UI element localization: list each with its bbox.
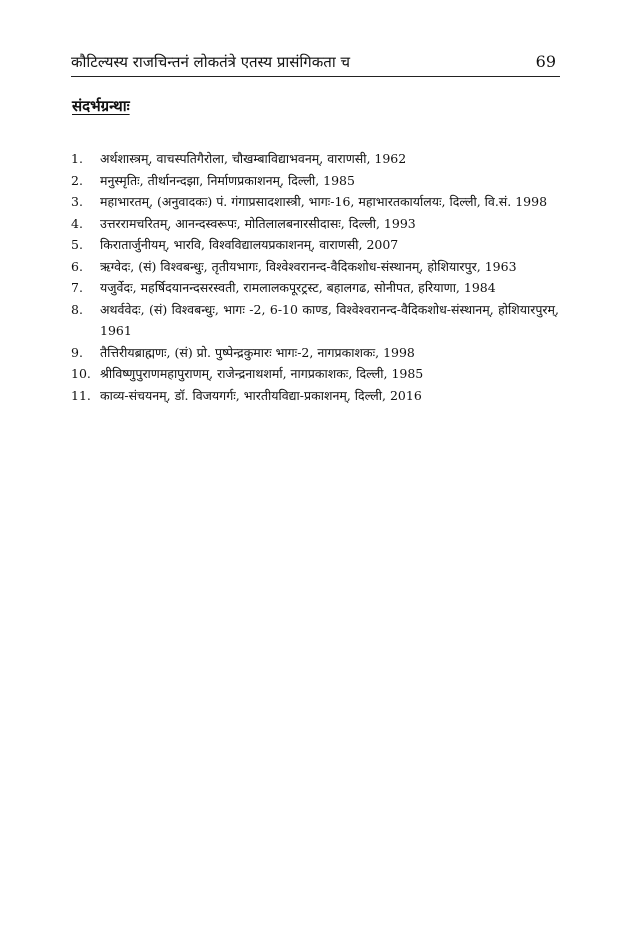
reference-item bbox=[71, 256, 559, 278]
reference-text: महाभारतम्, (अनुवादकः) पं. गंगाप्रसादशास्त्री, भागः-16, महाभारतकार्यालयः, दिल्ली, वि.सं. 1998 bbox=[100, 194, 548, 209]
page-number: 69 bbox=[535, 52, 556, 71]
reference-text: ऋग्वेदः, (सं) विश्वबन्धुः, तृतीयभागः, विश्वेश्वरानन्द-वैदिकशोध-संस्थानम्, होशियारपुर, 1963 bbox=[100, 258, 517, 274]
reference-text: काव्य-संचयनम्, डॉ. विजयगर्गः, भारतीयविद्या-प्रकाशनम्, दिल्ली, 2016 bbox=[100, 387, 422, 403]
reference-number: 1. bbox=[71, 151, 83, 166]
reference-item bbox=[71, 148, 559, 170]
running-header bbox=[71, 50, 560, 77]
reference-number: 8. bbox=[71, 301, 83, 317]
reference-number: 11. bbox=[71, 387, 91, 403]
reference-text: किरातार्जुनीयम्, भारवि, विश्वविद्यालयप्रकाशनम्, वाराणसी, 2007 bbox=[100, 237, 399, 252]
reference-item bbox=[71, 277, 559, 299]
reference-item bbox=[71, 299, 559, 342]
reference-number: 7. bbox=[71, 280, 83, 295]
reference-text: मनुस्मृतिः, तीर्थानन्दझा, निर्माणप्रकाशनम्, दिल्ली, 1985 bbox=[100, 172, 355, 188]
reference-text: यजुर्वेदः, महर्षिदयानन्दसरस्वती, रामलालकपूरट्रस्ट, बहालगढ, सोनीपत, हरियाणा, 1984 bbox=[100, 280, 496, 295]
reference-item bbox=[71, 213, 559, 235]
reference-item bbox=[71, 342, 559, 364]
reference-item bbox=[71, 191, 559, 213]
header-title: कौटिल्यस्य राजचिन्तनं लोकतंत्रे एतस्य प्रासंगिकता च bbox=[71, 53, 350, 71]
reference-text: उत्तररामचरितम्, आनन्दस्वरूपः, मोतिलालबनारसीदासः, दिल्ली, 1993 bbox=[100, 215, 416, 231]
reference-item bbox=[71, 234, 559, 256]
reference-number: 2. bbox=[71, 172, 83, 188]
reference-item bbox=[71, 385, 559, 407]
reference-number: 3. bbox=[71, 194, 83, 209]
reference-text: अर्थशास्त्रम्, वाचस्पतिगैरोला, चौखम्बाविद्याभवनम्, वाराणसी, 1962 bbox=[100, 151, 407, 166]
reference-number: 10. bbox=[71, 366, 91, 381]
reference-number: 6. bbox=[71, 258, 83, 274]
reference-item bbox=[71, 170, 559, 192]
reference-number: 5. bbox=[71, 237, 83, 252]
reference-text: अथर्ववेदः, (सं) विश्वबन्धुः, भागः -2, 6-10 काण्ड, विश्वेश्वरानन्द-वैदिकशोध-संस्थानम्, होशियारपुरम्, 1961 bbox=[100, 301, 559, 338]
reference-text: श्रीविष्णुपुराणमहापुराणम्, राजेन्द्रनाथशर्मा, नागप्रकाशकः, दिल्ली, 1985 bbox=[100, 366, 424, 381]
reference-item bbox=[71, 363, 559, 385]
reference-list bbox=[71, 148, 559, 406]
reference-number: 9. bbox=[71, 344, 83, 360]
section-heading: संदर्भग्रन्थाः bbox=[72, 97, 130, 115]
reference-number: 4. bbox=[71, 215, 83, 231]
reference-text: तैत्तिरीयब्राह्मणः, (सं) प्रो. पुष्पेन्द्रकुमारः भागः-2, नागप्रकाशकः, 1998 bbox=[100, 344, 415, 360]
